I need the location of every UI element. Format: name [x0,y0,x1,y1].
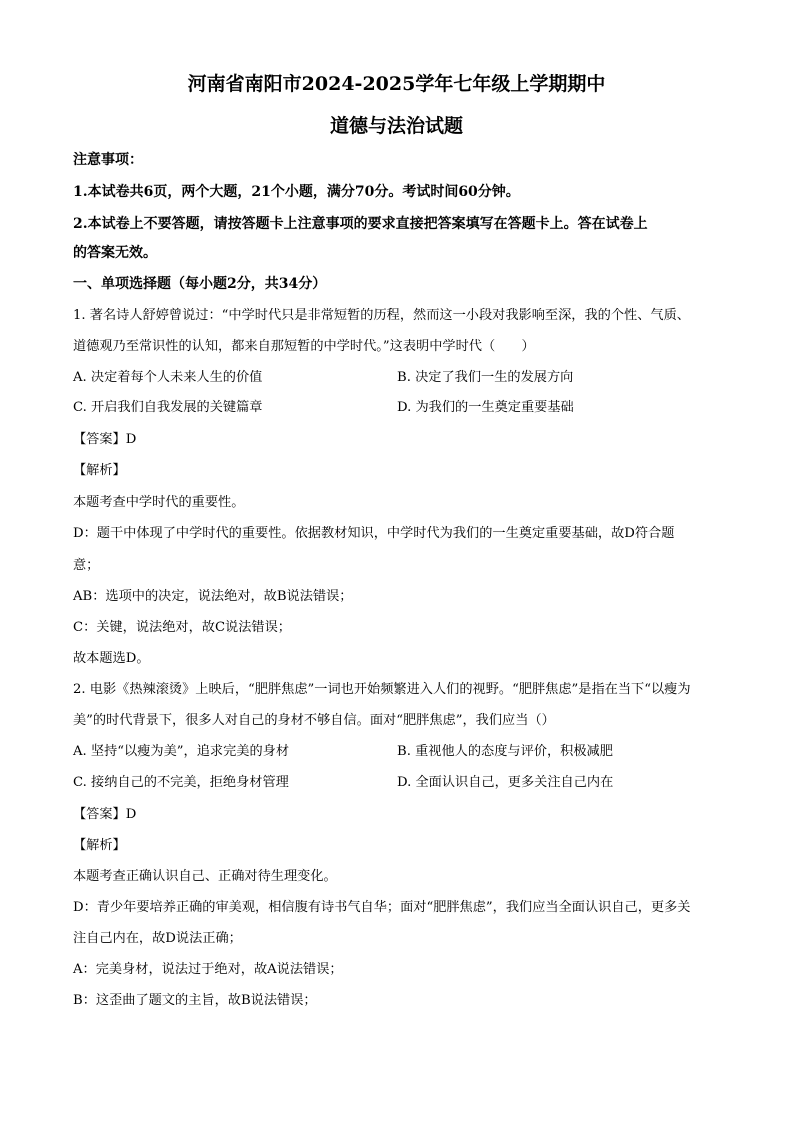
q1-option-b: B. 决定了我们一生的发展方向 [397,370,574,385]
document-title: 河南省南阳市2024-2025学年七年级上学期期中 [187,73,606,95]
q2-option-b: B. 重视他人的态度与评价，积极减肥 [397,744,613,759]
q1-analysis-line-5: C：关键，说法绝对，故C说法错误； [73,620,291,635]
q1-stem-line-1: 1. 著名诗人舒婷曾说过：“中学时代只是非常短暂的历程，然而这一小段对我影响至深，我的个性、气质、 [73,308,690,323]
q2-answer: 【答案】D [73,807,137,822]
q2-stem-line-2: 美”的时代背景下，很多人对自己的身材不够自信。面对“肥胖焦虑”，我们应当（） [73,713,555,728]
notice-item-2-line-1: 2.本试卷上不要答题，请按答题卡上注意事项的要求直接把答案填写在答题卡上。答在试卷上 [73,216,648,232]
q2-analysis-line-4: A：完美身材，说法过于绝对，故A说法错误； [73,962,343,977]
q1-analysis-line-6: 故本题选D。 [73,651,150,666]
q1-analysis-label: 【解析】 [73,463,126,478]
q1-option-c: C. 开启我们自我发展的关键篇章 [73,400,263,415]
q1-analysis-line-3: 意； [73,558,100,573]
q2-option-c: C. 接纳自己的不完美，拒绝身材管理 [73,775,289,790]
q2-option-d: D. 全面认识自己，更多关注自己内在 [397,775,614,790]
q1-option-d: D. 为我们的一生奠定重要基础 [397,400,574,415]
q2-analysis-line-3: 注自己内在，故D说法正确； [73,931,242,946]
q2-analysis-line-5: B：这歪曲了题文的主旨，故B说法错误； [73,993,317,1008]
q1-answer: 【答案】D [73,432,137,447]
q2-option-a: A. 坚持“以瘦为美”，追求完美的身材 [73,744,290,759]
notice-item-1: 1.本试卷共6页，两个大题，21个小题，满分70分。考试时间60分钟。 [73,184,520,200]
q2-analysis-label: 【解析】 [73,838,126,853]
document-subtitle: 道德与法治试题 [329,115,463,137]
q2-stem-line-1: 2. 电影《热辣滚烫》上映后，“肥胖焦虑”一词也开始频繁进入人们的视野。“肥胖焦虑”是指在当下“以瘦为 [73,682,691,697]
notice-item-2-line-2: 的答案无效。 [73,245,157,261]
q1-analysis-line-2: D：题干中体现了中学时代的重要性。依据教材知识，中学时代为我们的一生奠定重要基础，故D符合题 [73,526,675,541]
q1-analysis-line-1: 本题考查中学时代的重要性。 [73,495,245,510]
q1-stem-line-2: 道德观乃至常识性的认知，都来自那短暂的中学时代。”这表明中学时代（ ） [73,339,535,354]
notice-heading: 注意事项： [73,152,143,168]
q1-option-a: A. 决定着每个人未来人生的价值 [73,370,263,385]
section-heading: 一、单项选择题（每小题2分，共34分） [73,276,327,292]
q2-analysis-line-2: D：青少年要培养正确的审美观，相信腹有诗书气自华；面对“肥胖焦虑”，我们应当全面认识自己，更多关 [73,900,691,915]
q2-analysis-line-1: 本题考查正确认识自己、正确对待生理变化。 [73,869,337,884]
q1-analysis-line-4: AB：选项中的决定，说法绝对，故B说法错误； [73,589,353,604]
